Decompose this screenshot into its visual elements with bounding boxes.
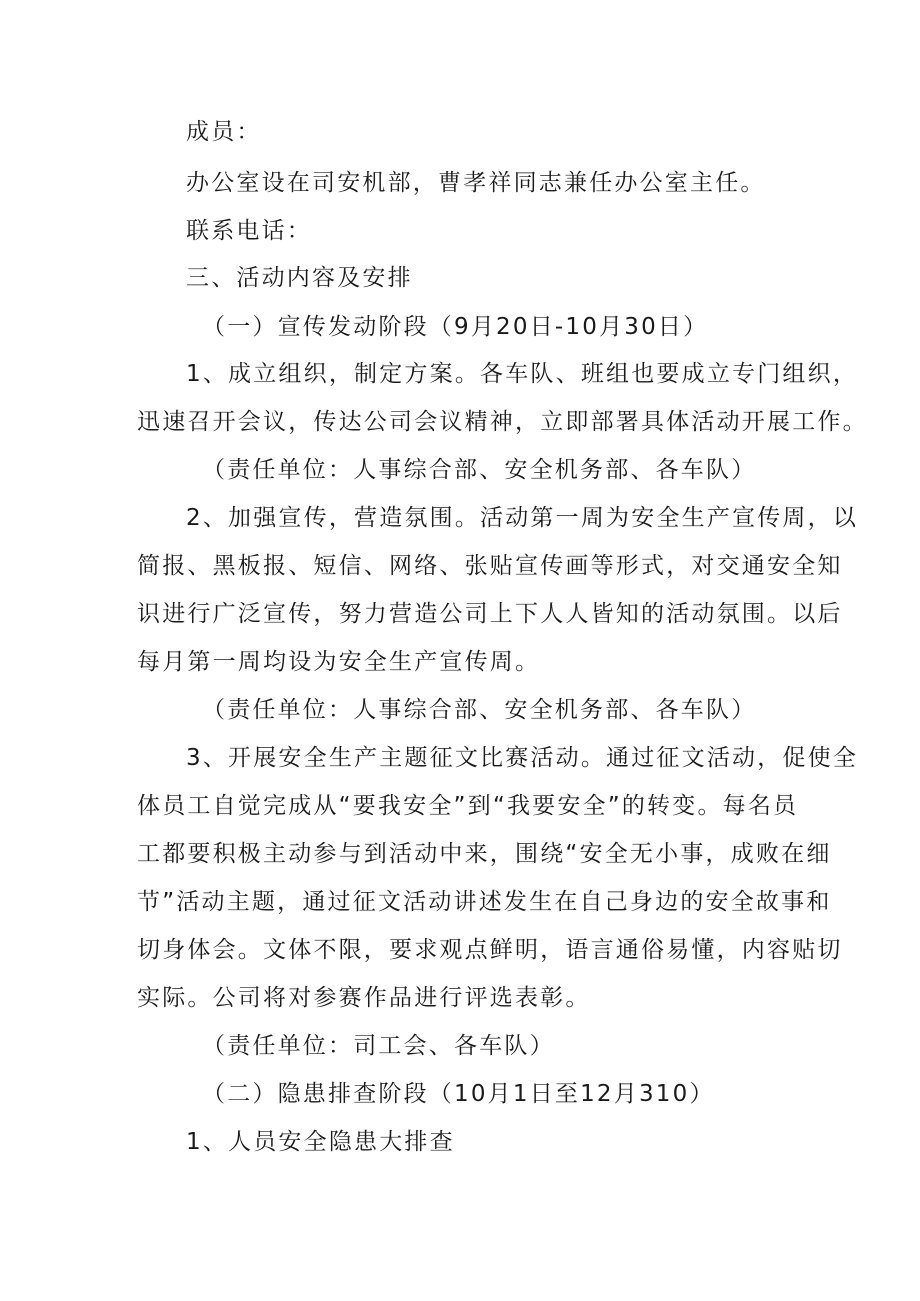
paragraph-2-line-1: 2、加强宣传，营造氛围。活动第一周为安全生产宣传周，以 (186, 505, 859, 531)
stage-1-heading: （一）宣传发动阶段（9月20日-10月30日） (202, 314, 709, 340)
paragraph-3-line-2: 体员工自觉完成从“要我安全”到“我要安全”的转变。每名员 (137, 793, 799, 819)
office-location-text: 办公室设在司安机部，曹孝祥同志兼任办公室主任。 (186, 170, 766, 196)
stage-2-heading: （二）隐患排查阶段（10月1日至12月310） (202, 1081, 715, 1107)
section-heading-3: 三、活动内容及安排 (186, 265, 413, 291)
paragraph-1-line-1: 1、成立组织，制定方案。各车队、班组也要成立专门组织， (186, 361, 859, 387)
paragraph-2-line-2: 简报、黑板报、短信、网络、张贴宣传画等形式，对交通安全知 (137, 553, 843, 579)
responsible-units-1: （责任单位：人事综合部、安全机务部、各车队） (202, 457, 757, 483)
paragraph-3-line-6: 实际。公司将对参赛作品进行评选表彰。 (137, 985, 591, 1011)
paragraph-2-line-4: 每月第一周均设为安全生产宣传周。 (137, 649, 541, 675)
item-1-heading: 1、人员安全隐患大排查 (186, 1129, 455, 1155)
paragraph-3-line-1: 3、开展安全生产主题征文比赛活动。通过征文活动，促使全 (186, 745, 859, 771)
paragraph-1-line-2: 迅速召开会议，传达公司会议精神，立即部署具体活动开展工作。 (137, 409, 868, 435)
paragraph-2-line-3: 识进行广泛宣传，努力营造公司上下人人皆知的活动氛围。以后 (137, 601, 843, 627)
paragraph-3-line-3: 工都要积极主动参与到活动中来，围绕“安全无小事，成败在细 (137, 841, 832, 867)
members-label: 成员： (186, 119, 262, 145)
paragraph-3-line-4: 节”活动主题，通过征文活动讲述发生在自己身边的安全故事和 (137, 889, 832, 915)
responsible-units-2: （责任单位：人事综合部、安全机务部、各车队） (202, 697, 757, 723)
responsible-units-3: （责任单位：司工会、各车队） (202, 1033, 555, 1059)
contact-phone-label: 联系电话： (186, 218, 312, 244)
paragraph-3-line-5: 切身体会。文体不限，要求观点鲜明，语言通俗易懂，内容贴切 (137, 937, 843, 963)
